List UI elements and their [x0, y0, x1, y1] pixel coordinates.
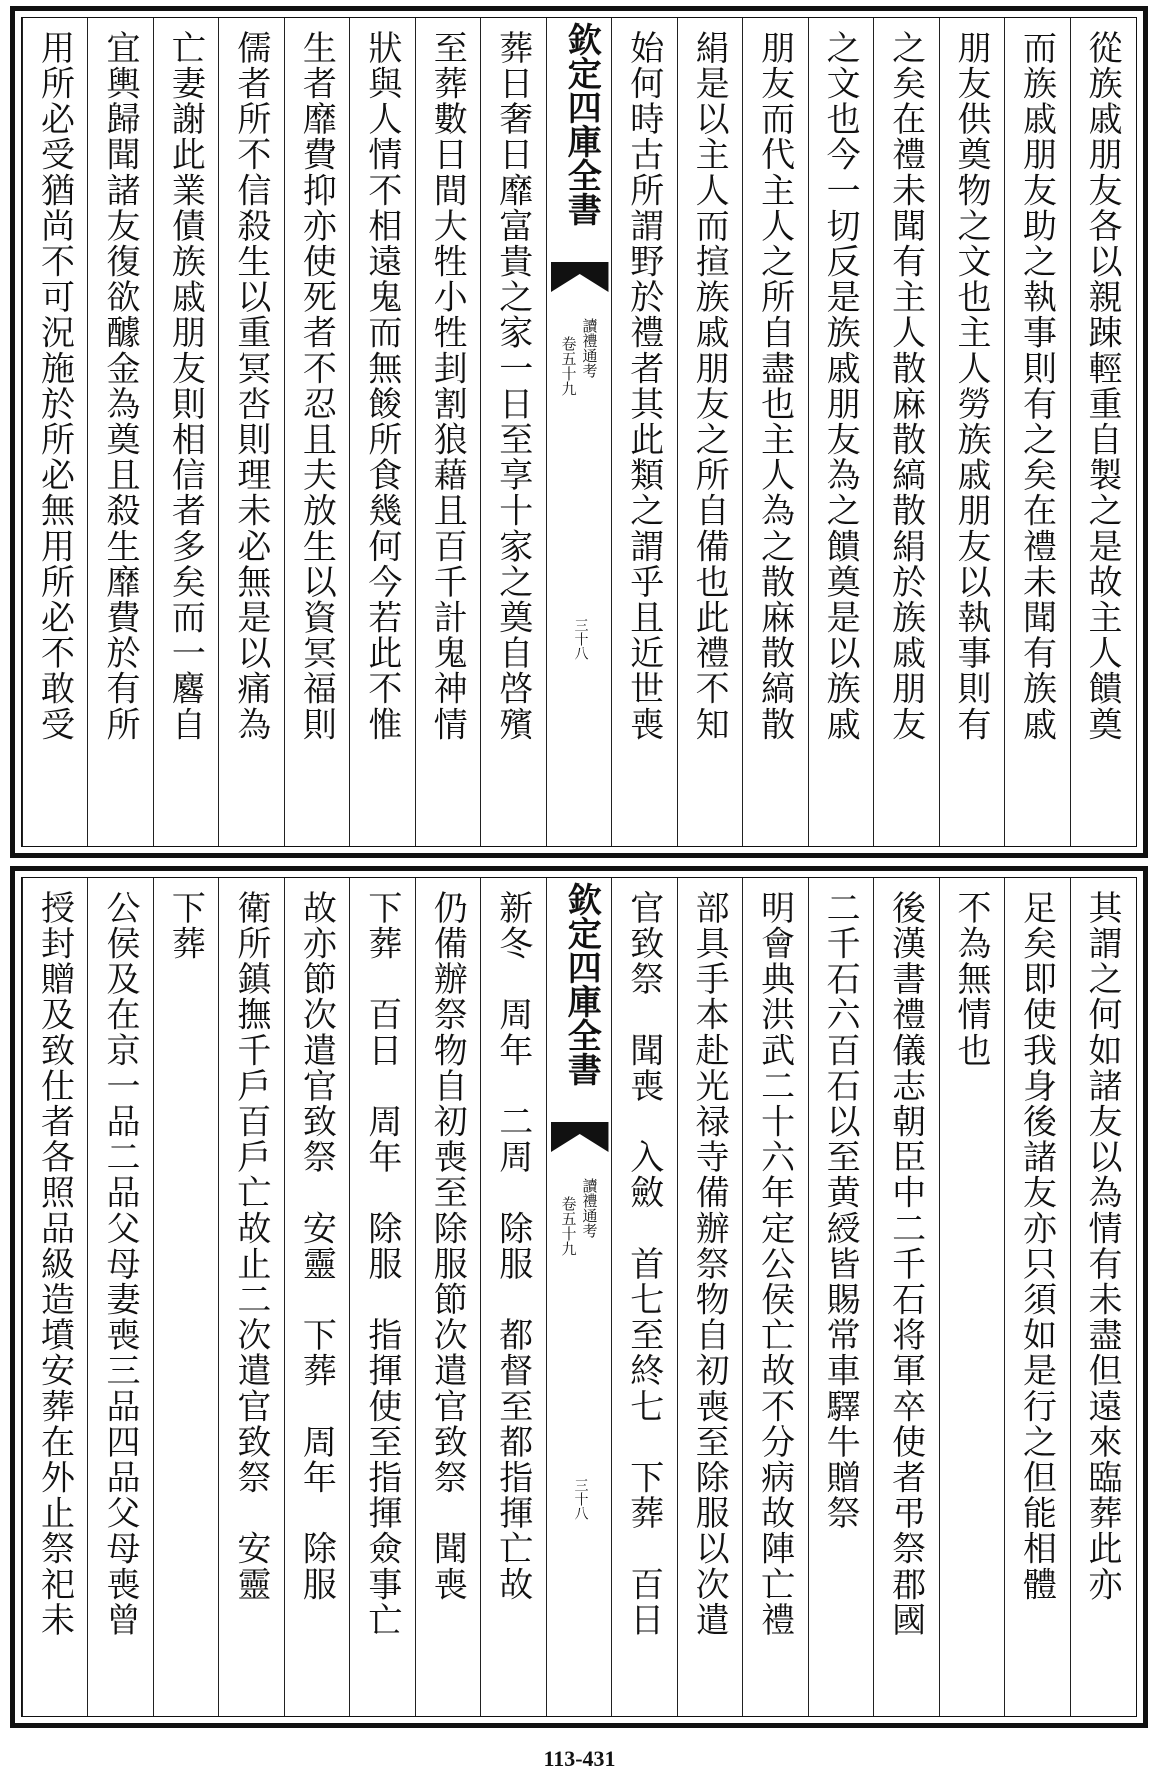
book-title: 欽定四庫全書	[561, 22, 602, 226]
text-column	[677, 878, 742, 1716]
column-text: 部具手本赴光禄寺備辦祭物自初喪至除服以次遣	[689, 890, 730, 1638]
text-column	[939, 18, 1004, 846]
column-text: 下葬 百日 周年 除服 指揮使至指揮僉事亡	[361, 890, 402, 1638]
text-column	[349, 878, 414, 1716]
text-column	[808, 878, 873, 1716]
text-column	[1004, 18, 1069, 846]
text-column	[480, 878, 545, 1716]
folio-number: 三十八	[572, 618, 589, 660]
column-text: 二千石六百石以至黄綬皆賜常車驛牛贈祭	[820, 890, 861, 1531]
page-reference: 113-431	[543, 1746, 616, 1771]
text-column	[284, 878, 349, 1716]
column-text: 明會典洪武二十六年定公侯亡故不分病故陣亡禮	[754, 890, 795, 1638]
column-text: 儒者所不信殺生以重冥呇則理未必無是以痛為	[230, 30, 271, 742]
text-column	[611, 18, 676, 846]
column-text: 至葬數日間大牲小牲刲割狼藉且百千計鬼神情	[427, 30, 468, 742]
column-text: 朋友供奠物之文也主人勞族戚朋友以執事則有	[951, 30, 992, 742]
text-column	[939, 878, 1004, 1716]
text-column	[153, 18, 218, 846]
book-subtitle: 讀禮通考	[580, 1178, 599, 1238]
bottom-page-frame	[21, 877, 1137, 1717]
text-column	[415, 18, 480, 846]
column-text: 始何時古所謂野於禮者其此類之謂乎且近世喪	[623, 30, 664, 742]
column-text: 新冬 周年 二周 除服 都督至都指揮亡故	[492, 890, 533, 1602]
text-column	[22, 878, 87, 1716]
text-column	[284, 18, 349, 846]
column-text: 葬日奢日靡富貴之家一日至享十家之奠自啓殯	[492, 30, 533, 742]
center-margin-column	[546, 878, 611, 1716]
column-text: 亡妻謝此業債族戚朋友則相信者多矣而一麔自	[165, 30, 206, 742]
column-text: 其謂之何如諸友以為情有未盡但遠來臨葬此亦	[1081, 890, 1122, 1602]
column-text: 授封贈及致仕者各照品級造墳安葬在外止祭祀未	[34, 890, 75, 1638]
fishtail-ornament-icon	[547, 1118, 611, 1158]
fishtail-ornament-icon	[547, 258, 611, 298]
column-text: 之文也今一切反是族戚朋友為之饋奠是以族戚	[820, 30, 861, 742]
column-text: 用所必受猶尚不可況施於所必無用所必不敢受	[34, 30, 75, 742]
text-column	[808, 18, 873, 846]
text-column	[1070, 18, 1135, 846]
text-column	[742, 18, 807, 846]
column-text: 不為無情也	[951, 890, 992, 1068]
text-column	[218, 878, 283, 1716]
column-text: 官致祭 聞喪 入斂 首七至終七 下葬 百日	[623, 890, 664, 1638]
text-column	[742, 878, 807, 1716]
text-column	[873, 878, 938, 1716]
column-text: 後漢書禮儀志朝臣中二千石将軍卒使者弔祭郡國	[885, 890, 926, 1638]
text-column	[153, 878, 218, 1716]
text-column	[87, 878, 152, 1716]
top-page-panel	[10, 6, 1148, 858]
column-text: 從族戚朋友各以親踈輕重自製之是故主人饋奠	[1081, 30, 1122, 742]
text-column	[415, 878, 480, 1716]
folio-number: 三十八	[572, 1478, 589, 1520]
column-text: 仍備辦祭物自初喪至除服節次遣官致祭 聞喪	[427, 890, 468, 1602]
text-column	[1070, 878, 1135, 1716]
text-column	[480, 18, 545, 846]
volume-number: 卷五十九	[559, 336, 578, 396]
book-title: 欽定四庫全書	[561, 882, 602, 1086]
text-column	[218, 18, 283, 846]
column-text: 宜輿歸聞諸友復欲醵金為奠且殺生靡費於有所	[99, 30, 140, 742]
volume-number: 卷五十九	[559, 1196, 578, 1256]
text-column	[87, 18, 152, 846]
text-column	[22, 18, 87, 846]
text-column	[677, 18, 742, 846]
top-page-frame	[21, 17, 1137, 847]
text-column	[349, 18, 414, 846]
text-column	[611, 878, 676, 1716]
center-margin-column	[546, 18, 611, 846]
bottom-page-panel	[10, 866, 1148, 1728]
column-text: 狀與人情不相遠鬼而無餕所食幾何今若此不惟	[361, 30, 402, 742]
column-text: 衛所鎮撫千戶百戶亡故止二次遣官致祭 安靈	[230, 890, 271, 1602]
column-text: 絹是以主人而揎族戚朋友之所自備也此禮不知	[689, 30, 730, 742]
column-text: 下葬	[165, 890, 206, 962]
column-text: 生者靡費抑亦使死者不忍且夫放生以資冥福則	[296, 30, 337, 742]
text-column	[1004, 878, 1069, 1716]
column-text: 朋友而代主人之所自盡也主人為之散麻散縞散	[754, 30, 795, 742]
column-text: 之矣在禮未聞有主人散麻散縞散絹於族戚朋友	[885, 30, 926, 742]
book-subtitle: 讀禮通考	[580, 318, 599, 378]
column-text: 公侯及在京一品二品父母妻喪三品四品父母喪曾	[99, 890, 140, 1638]
column-text: 故亦節次遣官致祭 安靈 下葬 周年 除服	[296, 890, 337, 1602]
column-text: 而族戚朋友助之執事則有之矣在禮未聞有族戚	[1016, 30, 1057, 742]
column-text: 足矣即使我身後諸友亦只須如是行之但能相體	[1016, 890, 1057, 1602]
text-column	[873, 18, 938, 846]
